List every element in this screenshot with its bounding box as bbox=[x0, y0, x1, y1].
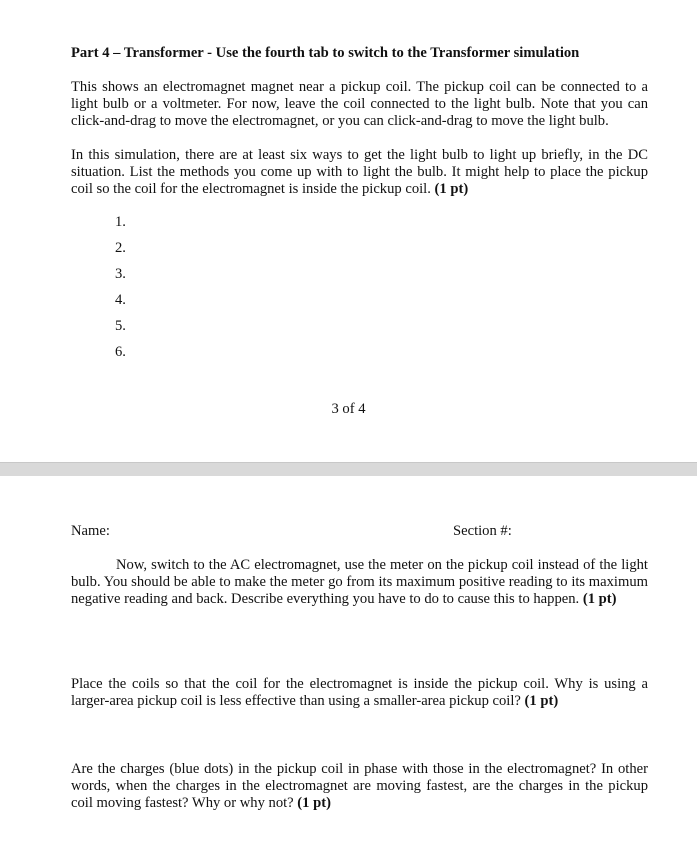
coil-area-points-label: (1 pt) bbox=[524, 693, 559, 709]
ac-question-text: Now, switch to the AC electromagnet, use the meter on the pickup coil instead of the light bulb. You should be able to make the meter go from its maximum positive reading to its maximum negative reading and back. Describe everything you have to do to cause this to happen. bbox=[71, 557, 648, 607]
phase-question-text: Are the charges (blue dots) in the pickup coil in phase with those in the electromagnet? In other words, when the charges in the electromagnet are moving fastest, are the charges in the pickup coil moving fastest? Why or why not? bbox=[71, 761, 648, 811]
list-item: 3. bbox=[115, 266, 126, 282]
list-item: 6. bbox=[115, 344, 126, 360]
methods-list bbox=[115, 214, 126, 370]
list-item: 5. bbox=[115, 318, 126, 334]
page-number: 3 of 4 bbox=[331, 401, 366, 417]
phase-points-label: (1 pt) bbox=[297, 795, 331, 811]
name-label: Name: bbox=[71, 523, 110, 539]
list-item: 2. bbox=[115, 240, 126, 256]
part-4-heading: Part 4 – Transformer - Use the fourth tab to switch to the Transformer simulation bbox=[71, 45, 580, 61]
coil-area-question-text: Place the coils so that the coil for the electromagnet is inside the pickup coil. Why is using a larger-area pickup coil is less effective than using a smaller-area pickup coil? bbox=[71, 676, 648, 709]
dc-instructions-paragraph bbox=[71, 147, 648, 198]
ac-points-label: (1 pt) bbox=[582, 591, 617, 607]
ac-question bbox=[71, 557, 648, 608]
intro-paragraph: This shows an electromagnet magnet near a pickup coil. The pickup coil can be connected to a light bulb or a voltmeter. For now, leave the coil connected to the light bulb. Note that you can click-and-drag to move the electromagnet, or you can click-and-drag to move the light bulb. bbox=[71, 79, 648, 129]
coil-area-question bbox=[71, 676, 648, 710]
dc-instructions-text: In this simulation, there are at least six ways to get the light bulb to light up briefly, in the DC situation. List the methods you come up with to light the bulb. It might help to place the pickup coil so the coil for the electromagnet is inside the pickup coil. bbox=[71, 147, 648, 197]
list-item: 4. bbox=[115, 292, 126, 308]
list-item: 1. bbox=[115, 214, 126, 230]
phase-question bbox=[71, 761, 648, 812]
section-label: Section #: bbox=[453, 523, 512, 539]
dc-points-label: (1 pt) bbox=[434, 181, 469, 197]
page-4 bbox=[0, 476, 697, 861]
